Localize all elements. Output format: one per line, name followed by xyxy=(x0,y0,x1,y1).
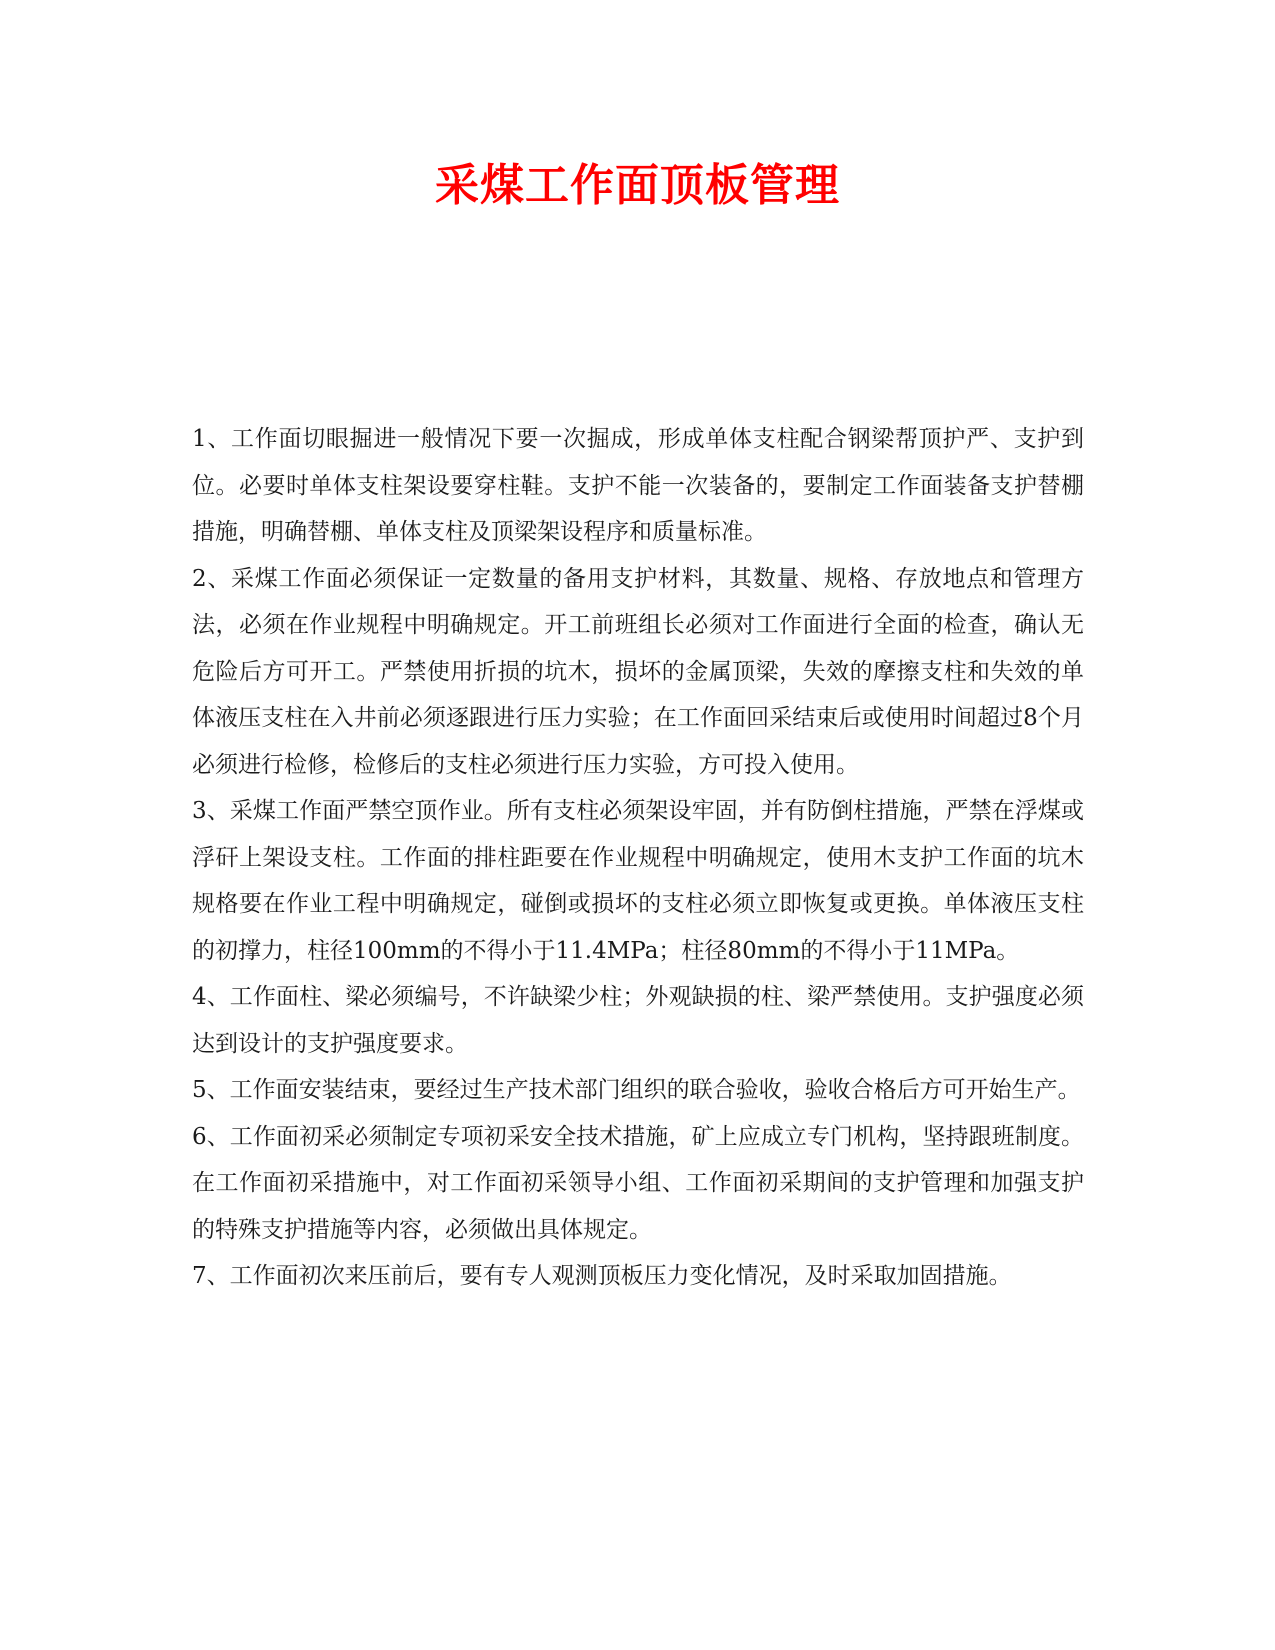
paragraph-6: 6、工作面初采必须制定专项初采安全技术措施，矿上应成立专门机构，坚持跟班制度。在工作面初采措施中，对工作面初采领导小组、工作面初采期间的支护管理和加强支护的特殊支护措施等内容，必须做出具体规定。 xyxy=(192,1123,1084,1243)
paragraph-1: 1、工作面切眼掘进一般情况下要一次掘成，形成单体支柱配合钢梁帮顶护严、支护到位。必要时单体支柱架设要穿柱鞋。支护不能一次装备的，要制定工作面装备支护替棚措施，明确替棚、单体支柱及顶梁架设程序和质量标准。 xyxy=(192,426,1084,545)
paragraph-5: 5、工作面安装结束，要经过生产技术部门组织的联合验收，验收合格后方可开始生产。 xyxy=(192,1077,1081,1103)
paragraph-4: 4、工作面柱、梁必须编号，不许缺梁少柱；外观缺损的柱、梁严禁使用。支护强度必须达到设计的支护强度要求。 xyxy=(192,984,1084,1057)
paragraph-3: 3、采煤工作面严禁空顶作业。所有支柱必须架设牢固，并有防倒柱措施，严禁在浮煤或浮矸上架设支柱。工作面的排柱距要在作业规程中明确规定，使用木支护工作面的坑木规格要在作业工程中明确规定，碰倒或损坏的支柱必须立即恢复或更换。单体液压支柱的初撑力，柱径100mm的不得小于11.4MPa；柱径80mm的不得小于11MPa。 xyxy=(192,798,1084,964)
paragraph-7: 7、工作面初次来压前后，要有专人观测顶板压力变化情况，及时采取加固措施。 xyxy=(192,1263,1012,1289)
document-body xyxy=(192,416,1084,1300)
paragraph-2: 2、采煤工作面必须保证一定数量的备用支护材料，其数量、规格、存放地点和管理方法，必须在作业规程中明确规定。开工前班组长必须对工作面进行全面的检查，确认无危险后方可开工。严禁使用折损的坑木，损坏的金属顶梁，失效的摩擦支柱和失效的单体液压支柱在入井前必须逐跟进行压力实验；在工作面回采结束后或使用时间超过8个月必须进行检修，检修后的支柱必须进行压力实验，方可投入使用。 xyxy=(192,565,1084,778)
document-title: 采煤工作面顶板管理 xyxy=(435,160,840,211)
